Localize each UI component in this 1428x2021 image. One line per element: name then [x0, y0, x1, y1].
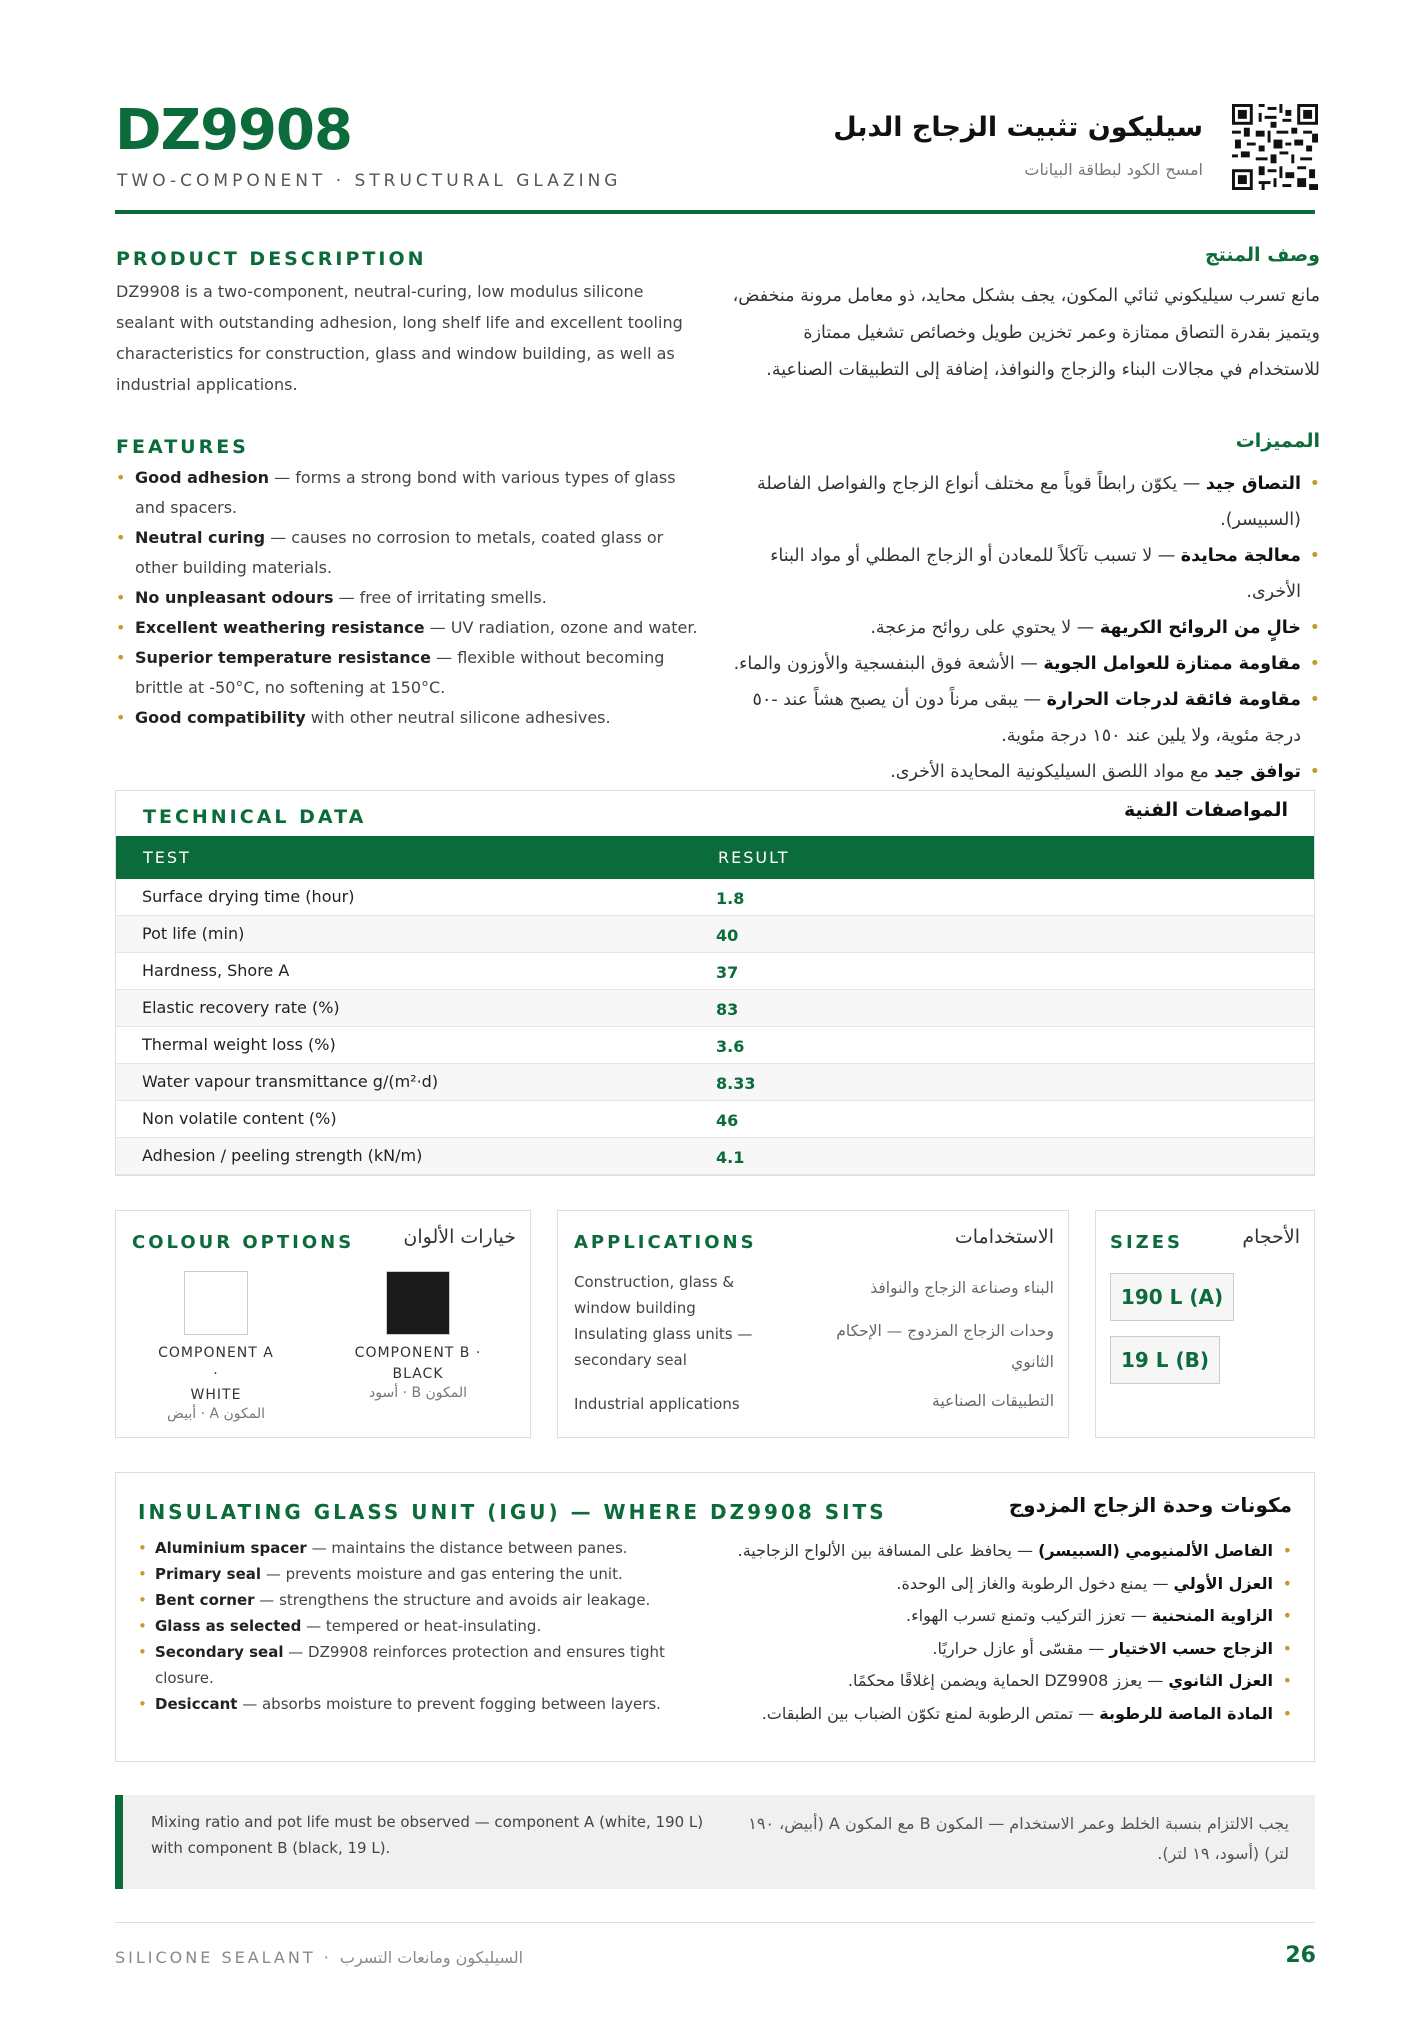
colour-b-label: COMPONENT B · BLACK — [354, 1345, 482, 1382]
description-title-en: PRODUCT DESCRIPTION — [116, 248, 427, 270]
page-number: 26 — [1285, 1943, 1316, 1968]
application-item: Construction, glass & window building — [574, 1273, 735, 1317]
colour-option-b[interactable] — [348, 1271, 488, 1401]
feature-item-ar: • مقاومة ممتازة للعوامل الجوية — الأشعة فوق البنفسجية والأوزون والماء. — [730, 646, 1320, 682]
test-name: Surface drying time (hour) — [142, 887, 355, 906]
applications-title-ar: الاستخدامات — [954, 1226, 1054, 1248]
table-header-row — [116, 836, 1314, 879]
applications-list-ar — [814, 1273, 1054, 1417]
application-item: Industrial applications — [574, 1395, 740, 1413]
table-row — [116, 990, 1314, 1027]
test-result: 4.1 — [716, 1148, 745, 1167]
igu-item: • Desiccant — absorbs moisture to prevent fogging between layers. — [138, 1691, 698, 1717]
feature-item-ar: • معالجة محايدة — لا تسبب تآكلاً للمعادن أو الزجاج المطلي أو مواد البناء الأخرى. — [730, 538, 1320, 610]
test-result: 1.8 — [716, 889, 745, 908]
test-result: 8.33 — [716, 1074, 756, 1093]
igu-list-en — [138, 1535, 698, 1717]
colour-title-en: COLOUR OPTIONS — [132, 1232, 355, 1253]
application-item-ar: التطبيقات الصناعية — [932, 1392, 1054, 1410]
description-text-en: DZ9908 is a two-component, neutral-curing, low modulus silicone sealant with outstanding adhesion, long shelf life and excellent tooling characteristics for construction, glass and window building, as well as industrial applications. — [116, 282, 683, 394]
colour-option-a[interactable] — [156, 1271, 276, 1422]
feature-item: • Excellent weathering resistance — UV radiation, ozone and water. — [116, 613, 706, 643]
igu-item: • Primary seal — prevents moisture and gas entering the unit. — [138, 1561, 698, 1587]
table-row — [116, 953, 1314, 990]
size-option-19l[interactable]: 19 L (B) — [1110, 1336, 1220, 1384]
test-name: Pot life (min) — [142, 924, 245, 943]
sizes-title-ar: الأحجام — [1242, 1226, 1300, 1248]
features-title-en: FEATURES — [116, 436, 249, 458]
feature-item-ar: • خالٍ من الروائح الكريهة — لا يحتوي على روائح مزعجة. — [730, 610, 1320, 646]
features-title-ar: المميزات — [1235, 430, 1320, 452]
feature-item-ar: • التصاق جيد — يكوّن رابطاً قوياً مع مختلف أنواع الزجاج والفواصل الفاصلة (السبيسر). — [730, 466, 1320, 538]
igu-list-ar — [732, 1535, 1292, 1730]
table-row — [116, 1138, 1314, 1175]
igu-title-en: INSULATING GLASS UNIT (IGU) — WHERE DZ9908 SITS — [138, 1500, 887, 1524]
sizes-panel — [1095, 1210, 1315, 1438]
colour-a-label: COMPONENT A · WHITE — [158, 1345, 274, 1403]
table-row — [116, 1064, 1314, 1101]
feature-item: • Good adhesion — forms a strong bond with various types of glass and spacers. — [116, 463, 706, 523]
feature-item: • No unpleasant odours — free of irritating smells. — [116, 583, 706, 613]
igu-panel — [115, 1472, 1315, 1762]
applications-panel — [557, 1210, 1069, 1438]
test-name: Elastic recovery rate (%) — [142, 998, 340, 1017]
feature-item: • Good compatibility with other neutral silicone adhesives. — [116, 703, 706, 733]
test-name: Water vapour transmittance g/(m²·d) — [142, 1072, 439, 1091]
technical-data-header — [116, 791, 1314, 836]
igu-item: • Glass as selected — tempered or heat-insulating. — [138, 1613, 698, 1639]
features-list-en — [116, 463, 706, 733]
scan-hint-ar: امسح الكود لبطاقة البيانات — [1024, 160, 1203, 179]
table-row — [116, 916, 1314, 953]
column-header-result: RESULT — [718, 848, 790, 867]
technical-title-ar: المواصفات الفنية — [1123, 799, 1288, 821]
test-result: 40 — [716, 926, 739, 945]
product-model: DZ9908 — [115, 98, 352, 163]
note-text-en: Mixing ratio and pot life must be observed — component A (white, 190 L) with component B (black, 19 L). — [151, 1813, 704, 1857]
table-row — [116, 879, 1314, 916]
colour-b-label-ar: المكون B · أسود — [369, 1385, 467, 1401]
test-name: Hardness, Shore A — [142, 961, 290, 980]
colour-options-panel — [115, 1210, 531, 1438]
feature-item: • Superior temperature resistance — flexible without becoming brittle at -50°C, no softening at 150°C. — [116, 643, 706, 703]
applications-title-en: APPLICATIONS — [574, 1232, 757, 1253]
feature-item-ar: • توافق جيد مع مواد اللصق السيليكونية المحايدة الأخرى. — [730, 754, 1320, 790]
description-text-ar: مانع تسرب سيليكوني ثنائي المكون، يجف بشكل محايد، ذو معامل مرونة منخفض، ويتميز بقدرة التصاق ممتازة وعمر تخزين طويل وخصائص تشغيل ممتازة للاستخدام في مجالات البناء والزجاج والنوافذ، إضافة إلى التطبيقات الصناعية. — [732, 286, 1320, 380]
mixing-note — [115, 1795, 1315, 1889]
table-row — [116, 1027, 1314, 1064]
colour-title-ar: خيارات الألوان — [403, 1226, 516, 1248]
colour-swatch-a — [184, 1271, 248, 1335]
applications-list-en — [574, 1269, 794, 1417]
application-item: Insulating glass units — secondary seal — [574, 1325, 753, 1369]
note-text-ar: يجب الالتزام بنسبة الخلط وعمر الاستخدام — المكون B مع المكون A (أبيض، ١٩٠ لتر) (أسود، ١٩ لتر). — [748, 1814, 1289, 1863]
test-result: 3.6 — [716, 1037, 745, 1056]
application-item-ar: وحدات الزجاج المزدوج — الإحكام الثانوي — [836, 1322, 1054, 1371]
qr-code-icon[interactable] — [1232, 104, 1318, 190]
application-item-ar: البناء وصناعة الزجاج والنوافذ — [870, 1279, 1054, 1297]
test-name: Adhesion / peeling strength (kN/m) — [142, 1146, 423, 1165]
igu-item-ar: • الفاصل الألمنيومي (السبيسر) — يحافظ على المسافة بين الألواح الزجاجية. — [732, 1535, 1292, 1568]
igu-item: • Bent corner — strengthens the structure and avoids air leakage. — [138, 1587, 698, 1613]
test-name: Thermal weight loss (%) — [142, 1035, 336, 1054]
feature-item-ar: • مقاومة فائقة لدرجات الحرارة — يبقى مرناً دون أن يصبح هشاً عند -٥٠ درجة مئوية، ولا يلين عند ١٥٠ درجة مئوية. — [730, 682, 1320, 754]
technical-title-en: TECHNICAL DATA — [143, 806, 367, 828]
colour-swatch-b — [386, 1271, 450, 1335]
description-title-ar: وصف المنتج — [1204, 244, 1320, 266]
igu-item-ar: • الزجاج حسب الاختيار — مقسّى أو عازل حراريًا. — [732, 1633, 1292, 1666]
sizes-title-en: SIZES — [1110, 1232, 1183, 1253]
technical-data-table — [115, 790, 1315, 1176]
feature-item: • Neutral curing — causes no corrosion to metals, coated glass or other building materials. — [116, 523, 706, 583]
igu-item-ar: • العزل الأولي — يمنع دخول الرطوبة والغاز إلى الوحدة. — [732, 1568, 1292, 1601]
size-option-190l[interactable]: 190 L (A) — [1110, 1273, 1234, 1321]
table-row — [116, 1101, 1314, 1138]
igu-item: • Secondary seal — DZ9908 reinforces protection and ensures tight closure. — [138, 1639, 698, 1691]
test-result: 46 — [716, 1111, 739, 1130]
igu-item: • Aluminium spacer — maintains the distance between panes. — [138, 1535, 698, 1561]
footer-divider — [115, 1922, 1315, 1923]
column-header-test: TEST — [143, 848, 191, 867]
product-subtitle: TWO-COMPONENT · STRUCTURAL GLAZING — [117, 171, 622, 191]
igu-item-ar: • الزاوية المنحنية — تعزز التركيب وتمنع تسرب الهواء. — [732, 1600, 1292, 1633]
footer-section-label: SILICONE SEALANT · السيليكون ومانعات التسرب — [115, 1948, 524, 1967]
igu-item-ar: • المادة الماصة للرطوبة — تمتص الرطوبة لمنع تكوّن الضباب بين الطبقات. — [732, 1698, 1292, 1731]
colour-a-label-ar: المكون A · أبيض — [166, 1406, 266, 1422]
test-name: Non volatile content (%) — [142, 1109, 337, 1128]
features-list-ar — [730, 466, 1320, 790]
product-title-ar: سيليكون تثبيت الزجاج الدبل — [833, 112, 1203, 143]
igu-item-ar: • العزل الثانوي — يعزز DZ9908 الحماية ويضمن إغلاقًا محكمًا. — [732, 1665, 1292, 1698]
test-result: 83 — [716, 1000, 739, 1019]
header-divider — [115, 210, 1315, 214]
test-result: 37 — [716, 963, 739, 982]
igu-title-ar: مكونات وحدة الزجاج المزدوج — [1008, 1493, 1292, 1517]
